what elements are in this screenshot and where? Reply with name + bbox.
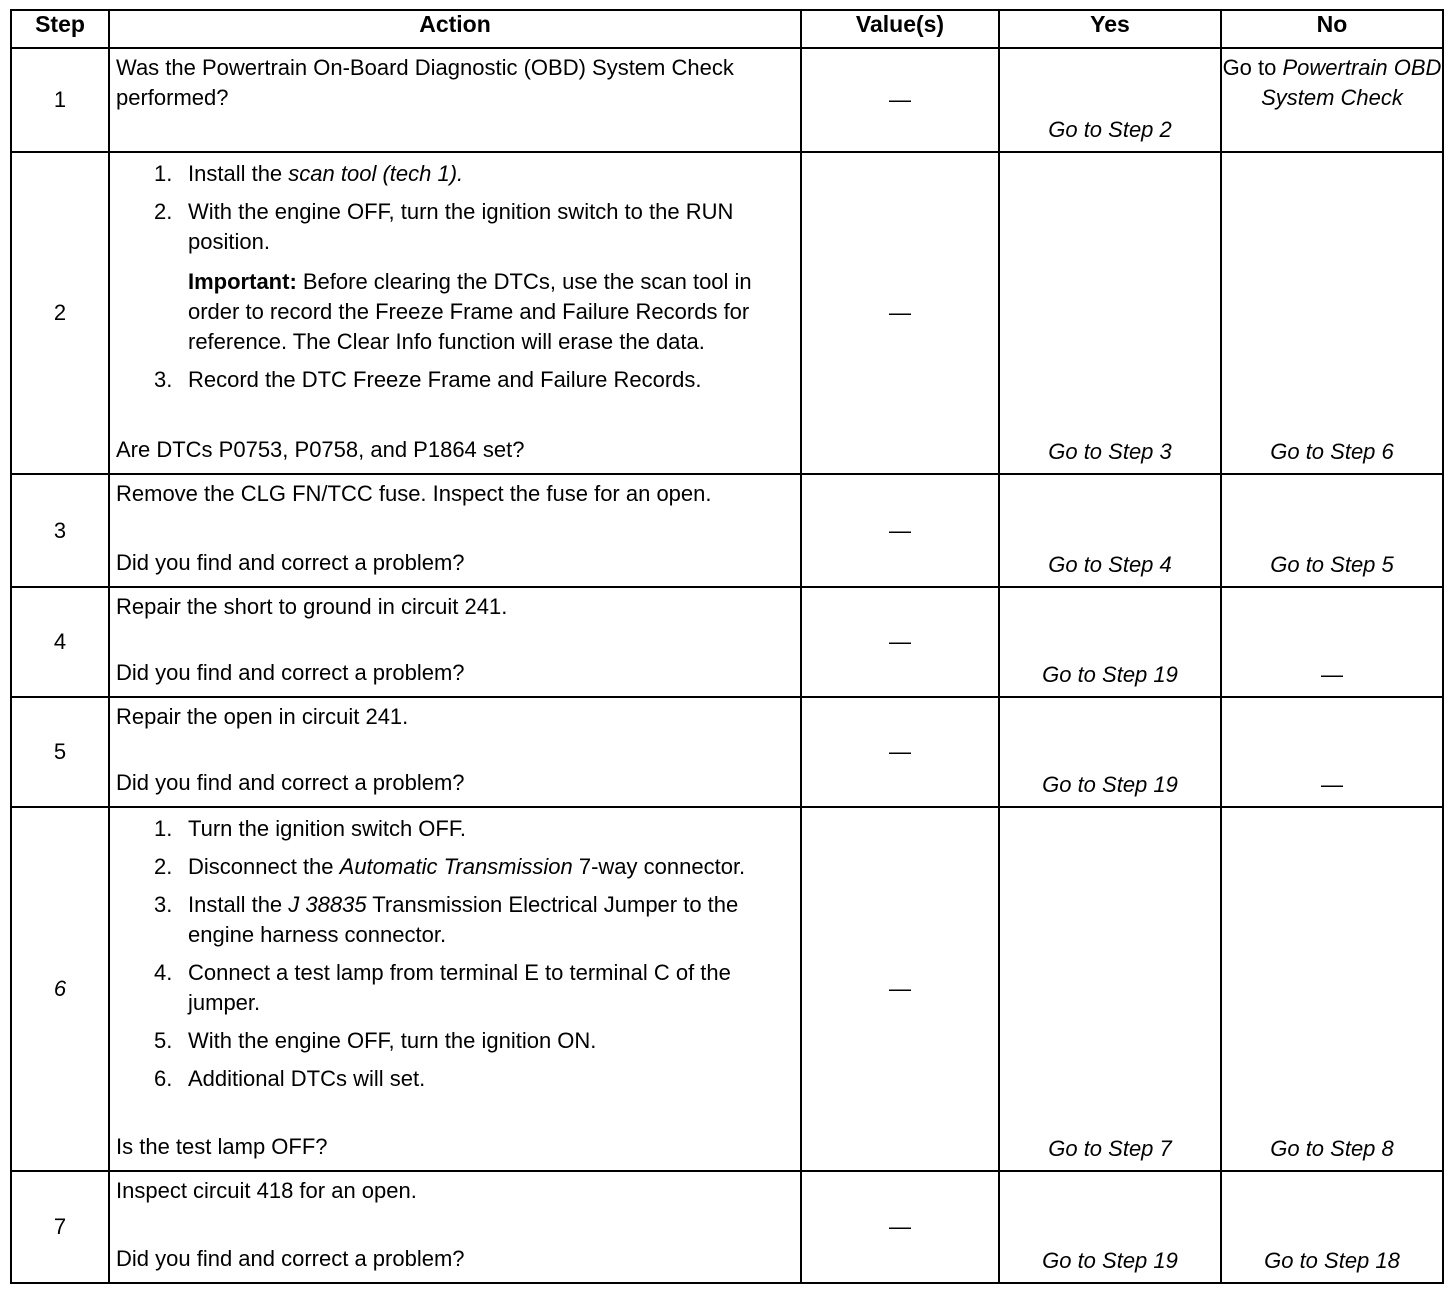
value-text: —	[889, 300, 911, 325]
header-row	[11, 10, 1443, 48]
yes-link[interactable]: Go to Step 3	[1048, 439, 1172, 464]
value-cell	[801, 697, 999, 807]
value-cell	[801, 152, 999, 474]
no-link[interactable]: Go to Step 6	[1270, 439, 1394, 464]
yes-cell	[999, 474, 1221, 587]
no-link[interactable]: Go to Powertrain OBD System Check	[1222, 55, 1442, 110]
action-question: Did you find and correct a problem?	[116, 770, 465, 795]
step-number: 6	[11, 807, 109, 1171]
value-cell	[801, 48, 999, 152]
action-text: Remove the CLG FN/TCC fuse. Inspect the fuse for an open.	[116, 481, 712, 506]
header-no: No	[1221, 10, 1443, 48]
no-cell	[1221, 48, 1443, 152]
action-question: Did you find and correct a problem?	[116, 660, 465, 685]
list-item: 3. Record the DTC Freeze Frame and Failure Records.	[154, 367, 702, 392]
table-row	[11, 48, 1443, 152]
table-row	[11, 152, 1443, 474]
action-cell	[109, 807, 801, 1171]
step-number: 4	[11, 587, 109, 697]
value-text: —	[889, 739, 911, 764]
table-row	[11, 587, 1443, 697]
no-value: —	[1321, 662, 1343, 687]
yes-cell	[999, 807, 1221, 1171]
list-item: 2. With the engine OFF, turn the ignition switch to the RUN position.	[154, 199, 734, 254]
diagnostic-table	[10, 9, 1444, 1284]
no-link[interactable]: Go to Step 18	[1264, 1248, 1400, 1273]
table-row	[11, 697, 1443, 807]
yes-cell	[999, 48, 1221, 152]
header-values: Value(s)	[801, 10, 999, 48]
table-row	[11, 1171, 1443, 1283]
action-cell	[109, 587, 801, 697]
list-item: 4. Connect a test lamp from terminal E to terminal C of the jumper.	[154, 960, 731, 1015]
list-item: 1. Turn the ignition switch OFF.	[154, 816, 466, 841]
important-note: Important: Before clearing the DTCs, use the scan tool in order to record the Freeze Frame and Failure Records for reference. The Clear Info function will erase the data.	[188, 269, 752, 354]
list-item: 6. Additional DTCs will set.	[154, 1066, 426, 1091]
no-cell	[1221, 1171, 1443, 1283]
list-item: 5. With the engine OFF, turn the ignition ON.	[154, 1028, 597, 1053]
yes-cell	[999, 1171, 1221, 1283]
step-number: 5	[11, 697, 109, 807]
no-link[interactable]: Go to Step 8	[1270, 1136, 1394, 1161]
header-step: Step	[11, 10, 109, 48]
header-yes: Yes	[999, 10, 1221, 48]
step-number: 7	[11, 1171, 109, 1283]
no-cell	[1221, 697, 1443, 807]
table-row	[11, 474, 1443, 587]
step-number: 3	[11, 474, 109, 587]
value-text: —	[889, 629, 911, 654]
action-cell	[109, 152, 801, 474]
header-action: Action	[109, 10, 801, 48]
list-item: 2. Disconnect the Automatic Transmission 7-way connector.	[154, 854, 746, 879]
action-text: Inspect circuit 418 for an open.	[116, 1178, 417, 1203]
value-cell	[801, 587, 999, 697]
no-cell	[1221, 152, 1443, 474]
action-cell	[109, 474, 801, 587]
no-value: —	[1321, 772, 1343, 797]
table-row	[11, 807, 1443, 1171]
action-cell	[109, 1171, 801, 1283]
action-cell	[109, 697, 801, 807]
yes-cell	[999, 587, 1221, 697]
no-cell	[1221, 807, 1443, 1171]
value-text: —	[889, 1214, 911, 1239]
no-cell	[1221, 474, 1443, 587]
no-link[interactable]: Go to Step 5	[1270, 552, 1394, 577]
yes-link[interactable]: Go to Step 19	[1042, 772, 1178, 797]
yes-link[interactable]: Go to Step 7	[1048, 1136, 1172, 1161]
value-text: —	[889, 517, 911, 543]
step-number: 2	[11, 152, 109, 474]
step-number: 1	[11, 48, 109, 152]
yes-link[interactable]: Go to Step 2	[1048, 117, 1172, 142]
action-cell	[109, 48, 801, 152]
yes-cell	[999, 697, 1221, 807]
action-text: Was the Powertrain On-Board Diagnostic (OBD) System Check performed?	[116, 55, 734, 110]
yes-cell	[999, 152, 1221, 474]
action-question: Are DTCs P0753, P0758, and P1864 set?	[116, 437, 525, 462]
value-cell	[801, 807, 999, 1171]
value-cell	[801, 474, 999, 587]
value-cell	[801, 1171, 999, 1283]
action-question: Is the test lamp OFF?	[116, 1134, 328, 1159]
list-item: 3. Install the J 38835 Transmission Electrical Jumper to the engine harness connector.	[154, 892, 739, 947]
no-cell	[1221, 587, 1443, 697]
action-question: Did you find and correct a problem?	[116, 550, 465, 575]
list-item: 1. Install the scan tool (tech 1).	[154, 161, 464, 186]
action-question: Did you find and correct a problem?	[116, 1246, 465, 1271]
yes-link[interactable]: Go to Step 19	[1042, 662, 1178, 687]
yes-link[interactable]: Go to Step 19	[1042, 1248, 1178, 1273]
action-text: Repair the short to ground in circuit 241.	[116, 594, 508, 619]
value-text: —	[889, 976, 911, 1001]
yes-link[interactable]: Go to Step 4	[1048, 552, 1172, 577]
action-text: Repair the open in circuit 241.	[116, 704, 409, 729]
value-text: —	[889, 87, 911, 112]
